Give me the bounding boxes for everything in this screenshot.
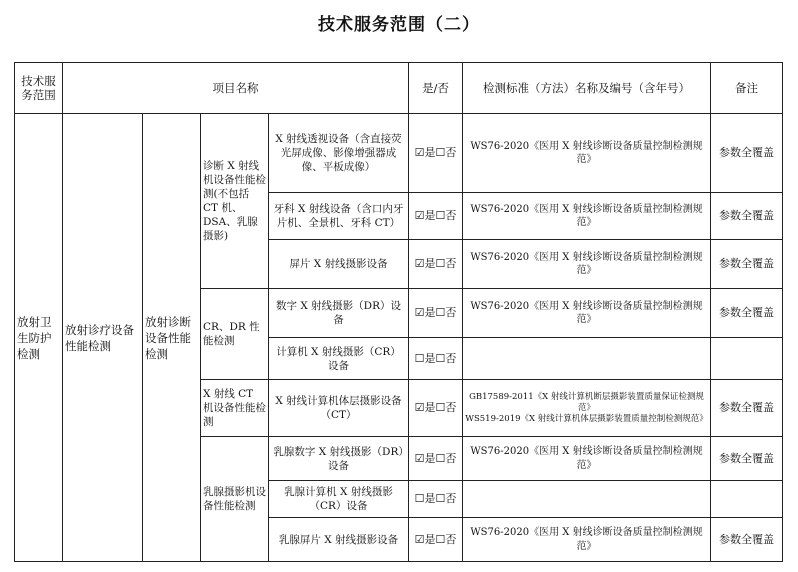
item-name: 牙科 X 射线设备（含口内牙片机、全景机、牙科 CT） xyxy=(269,193,409,240)
standard-cell: WS76-2020《医用 X 射线诊断设备质量控制检测规范》 xyxy=(463,240,711,289)
remark-cell xyxy=(711,338,783,380)
header-standard: 检测标准（方法）名称及编号（含年号） xyxy=(463,63,711,114)
remark-cell: 参数全覆盖 xyxy=(711,380,783,437)
header-yes-no: 是/否 xyxy=(409,63,463,114)
standard-cell: WS76-2020《医用 X 射线诊断设备质量控制检测规范》 xyxy=(463,437,711,481)
table-row xyxy=(15,114,783,193)
yes-no-checkbox[interactable]: ☑是☐否 xyxy=(409,518,463,562)
yes-no-checkbox[interactable]: ☑是☐否 xyxy=(409,193,463,240)
item-name: X 射线计算机体层摄影设备（CT） xyxy=(269,380,409,437)
level2-category: 放射诊疗设备性能检测 xyxy=(63,114,143,562)
standard-line-1: GB17589-2011《X 射线计算机断层摄影装置质量保证检测规范》 xyxy=(469,391,704,413)
standard-cell xyxy=(463,481,711,518)
group-name: X 射线 CT 机设备性能检测 xyxy=(201,380,269,437)
standard-cell: WS76-2020《医用 X 射线诊断设备质量控制检测规范》 xyxy=(463,114,711,193)
yes-no-checkbox[interactable]: ☑是☐否 xyxy=(409,114,463,193)
group-name: 乳腺摄影机设备性能检测 xyxy=(201,437,269,562)
yes-no-checkbox[interactable]: ☑是☐否 xyxy=(409,289,463,338)
item-name: X 射线透视设备（含直接荧光屏成像、影像增强器成像、平板成像） xyxy=(269,114,409,193)
level1-category: 放射卫生防护检测 xyxy=(15,114,63,562)
header-remark: 备注 xyxy=(711,63,783,114)
remark-cell: 参数全覆盖 xyxy=(711,114,783,193)
remark-cell xyxy=(711,481,783,518)
item-name: 乳腺屏片 X 射线摄影设备 xyxy=(269,518,409,562)
header-row xyxy=(15,63,783,114)
item-name: 乳腺计算机 X 射线摄影（CR）设备 xyxy=(269,481,409,518)
group-name: CR、DR 性能检测 xyxy=(201,289,269,380)
remark-cell: 参数全覆盖 xyxy=(711,193,783,240)
remark-cell: 参数全覆盖 xyxy=(711,289,783,338)
yes-no-checkbox[interactable]: ☐是☐否 xyxy=(409,338,463,380)
page-title: 技术服务范围（二） xyxy=(318,15,480,35)
remark-cell: 参数全覆盖 xyxy=(711,518,783,562)
item-name: 屏片 X 射线摄影设备 xyxy=(269,240,409,289)
service-scope-table xyxy=(14,62,783,562)
item-name: 计算机 X 射线摄影（CR）设备 xyxy=(269,338,409,380)
remark-cell: 参数全覆盖 xyxy=(711,240,783,289)
item-name: 数字 X 射线摄影（DR）设备 xyxy=(269,289,409,338)
standard-cell: WS76-2020《医用 X 射线诊断设备质量控制检测规范》 xyxy=(463,289,711,338)
header-scope: 技术服务范围 xyxy=(15,63,63,114)
yes-no-checkbox[interactable]: ☑是☐否 xyxy=(409,437,463,481)
header-item-name: 项目名称 xyxy=(63,63,409,114)
standard-cell: WS76-2020《医用 X 射线诊断设备质量控制检测规范》 xyxy=(463,518,711,562)
remark-cell: 参数全覆盖 xyxy=(711,437,783,481)
item-name: 乳腺数字 X 射线摄影（DR）设备 xyxy=(269,437,409,481)
group-name: 诊断 X 射线机设备性能检测(不包括 CT 机、DSA、乳腺摄影) xyxy=(201,114,269,289)
level3-category: 放射诊断设备性能检测 xyxy=(143,114,201,562)
standard-line-2: WS519-2019《X 射线计算机体层摄影装置质量控制检测规范》 xyxy=(465,413,708,424)
standard-cell: WS76-2020《医用 X 射线诊断设备质量控制检测规范》 xyxy=(463,193,711,240)
yes-no-checkbox[interactable]: ☑是☐否 xyxy=(409,380,463,437)
yes-no-checkbox[interactable]: ☐是☐否 xyxy=(409,481,463,518)
standard-cell xyxy=(463,380,711,437)
yes-no-checkbox[interactable]: ☑是☐否 xyxy=(409,240,463,289)
standard-cell xyxy=(463,338,711,380)
